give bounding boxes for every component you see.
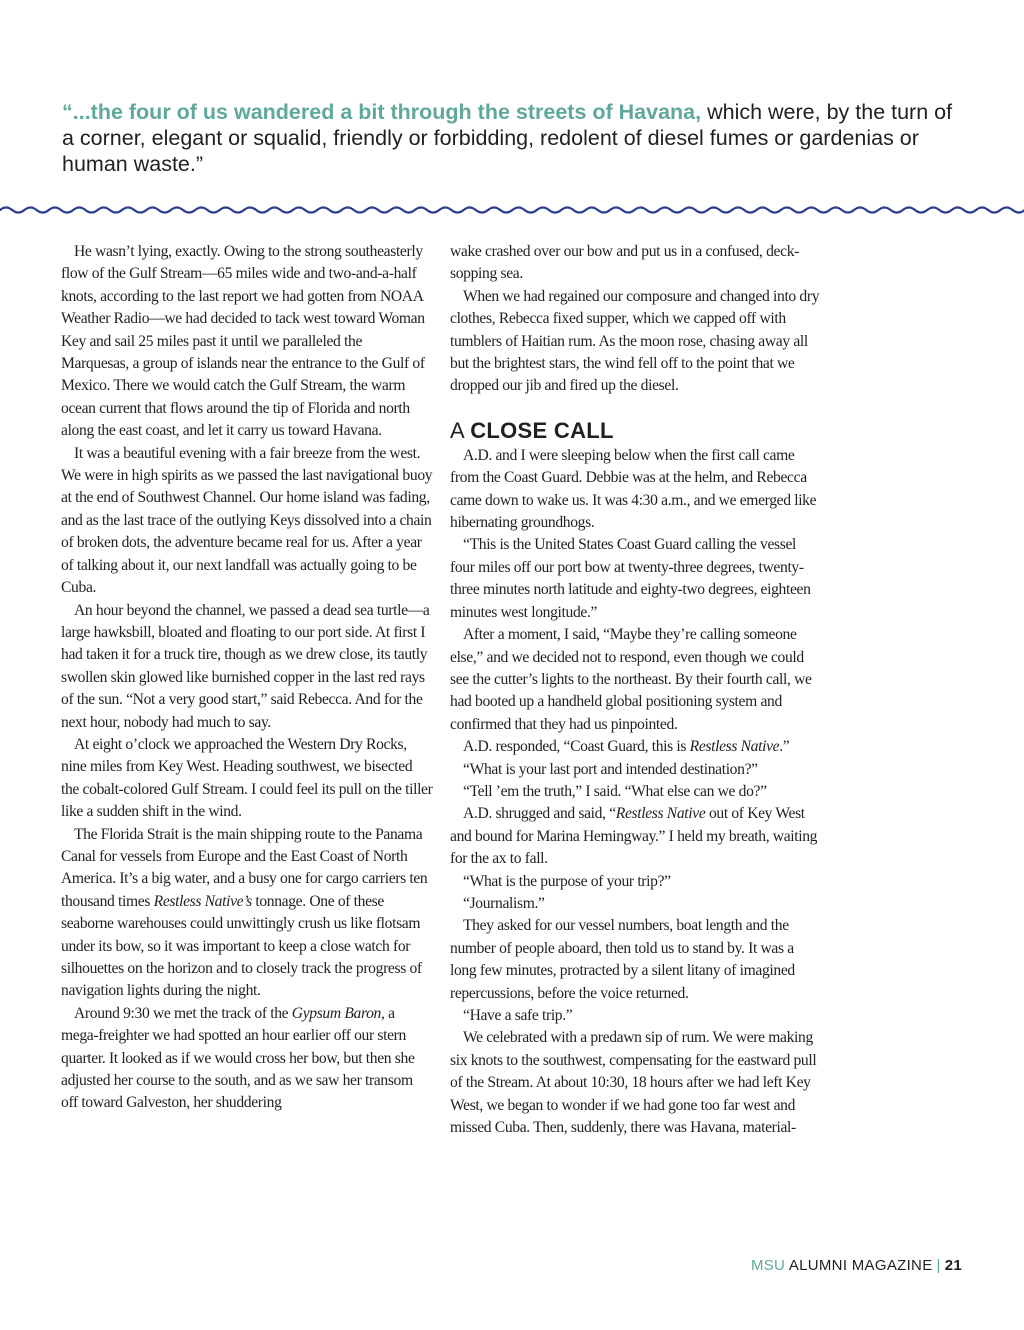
paragraph: It was a beautiful evening with a fair breeze from the west. We were in high spirits as we passed the last navigational buoy at the end of Southwest Channel. Our home island was fading, and as the last trace of the outlying Keys dissolved into a chain of broken dots, the adventure became real for us. After a year of talking about it, our next landfall was actually going to be Cuba. xyxy=(61,444,433,597)
paragraph: A.D. shrugged and said, “Restless Native out of Key West and bound for Marina Hemingway.” I held my breath, waiting for the ax to fall. xyxy=(450,805,818,868)
section-heading: A CLOSE CALL xyxy=(450,417,614,443)
boat-name: Restless Native xyxy=(689,738,780,756)
left-column xyxy=(61,241,433,1115)
paragraph: “This is the United States Coast Guard calling the vessel four miles off our port bow at twenty-three degrees, twenty-three minutes north latitude and eighty-two degrees, eighteen minutes west longitude.” xyxy=(450,536,811,621)
paragraph: Around 9:30 we met the track of the Gypsum Baron, a mega-freighter we had spotted an hour earlier off our stern quarter. It looked as if we would cross her bow, but then she adjusted her course to the south, and as we saw her transom off toward Galveston, her shuddering xyxy=(61,1004,415,1112)
paragraph: After a moment, I said, “Maybe they’re calling someone else,” and we decided not to respond, even though we could see the cutter’s lights to the northeast. By their fourth call, we had booted up a handheld global positioning system and confirmed that they had us pinpointed. xyxy=(450,626,812,733)
footer-magazine: ALUMNI MAGAZINE xyxy=(788,1257,933,1274)
boat-name: Restless Native xyxy=(615,805,706,823)
paragraph: We celebrated with a predawn sip of rum. We were making six knots to the southwest, compensating for the eastward pull of the Stream. At about 10:30, 18 hours after we had left Key West, we began to wonder if we had gone too far west and missed Cuba. Then, suddenly, there was Havana, material- xyxy=(450,1029,817,1137)
paragraph: “Tell ’em the truth,” I said. “What else can we do?” xyxy=(463,782,767,800)
paragraph: An hour beyond the channel, we passed a dead sea turtle—a large hawksbill, bloated and floating to our port side. At first I had taken it for a truck tire, though as we drew close, its tautly swollen skin glowed like burnished copper in the last red rays of the sun. “Not a very good start,” said Rebecca. And for the next hour, nobody had much to say. xyxy=(61,601,430,731)
paragraph: “Have a safe trip.” xyxy=(463,1007,573,1024)
paragraph: The Florida Strait is the main shipping route to the Panama Canal for vessels from Europe and the East Coast of North America. It’s a big water, and a busy one for cargo carriers ten thousand times Restless Native’s tonnage. One of these seaborne warehouses could unwittingly crush us like flotsam under its bow, so it was important to keep a close watch for silhouettes on the horizon and to closely track the progress of navigation lights during the night. xyxy=(61,825,428,1000)
footer-brand: MSU xyxy=(750,1257,786,1274)
paragraph: “What is your last port and intended destination?” xyxy=(463,760,758,778)
page-number: 21 xyxy=(944,1257,962,1274)
pull-quote-lead: “...the four of us wandered a bit through the streets of Havana, xyxy=(62,100,702,124)
paragraph: He wasn’t lying, exactly. Owing to the strong southeasterly flow of the Gulf Stream—65 miles wide and two-and-a-half knots, according to the last report we had gotten from NOAA Weather Radio—we had decided to tack west toward Woman Key and sail 25 miles past it until we paralleled the Marquesas, a group of islands near the entrance to the Gulf of Mexico. There we would catch the Gulf Stream, the warm ocean current that flows around the tip of Florida and north along the east coast, and let it carry us toward Havana. xyxy=(61,243,425,440)
paragraph: When we had regained our composure and changed into dry clothes, Rebecca fixed supper, which we capped off with tumblers of Haitian rum. As the moon rose, chasing away all but the brightest stars, the wind fell off to the point that we dropped our jib and fired up the diesel. xyxy=(450,287,820,395)
paragraph: “Journalism.” xyxy=(463,894,545,912)
boat-name: Restless Native’s xyxy=(153,892,252,910)
footer-separator: | xyxy=(936,1257,941,1274)
paragraph: They asked for our vessel numbers, boat length and the number of people aboard, then told us to stand by. It was a long few minutes, protracted by a silent litany of imagined repercussions, before the voice returned. xyxy=(450,917,795,1002)
paragraph: At eight o’clock we approached the Western Dry Rocks, nine miles from Key West. Heading southwest, we bisected the cobalt-colored Gulf Stream. I could feel its pull on the tiller like a sudden shift in the wind. xyxy=(61,735,433,821)
ship-name: Gypsum Baron xyxy=(291,1004,381,1022)
page-footer xyxy=(751,1257,962,1274)
paragraph: A.D. and I were sleeping below when the first call came from the Coast Guard. Debbie was at the helm, and Rebecca came down to wake us. It was 4:30 a.m., and we emerged like hibernating groundhogs. xyxy=(450,446,817,532)
right-column xyxy=(450,241,822,1139)
pull-quote-rest: which were, by the turn of a corner, elegant or squalid, friendly or forbidding, redolent of diesel fumes or gardenias or human waste.” xyxy=(62,100,953,176)
paragraph: “What is the purpose of your trip?” xyxy=(463,872,671,890)
pull-quote xyxy=(62,99,962,177)
paragraph: A.D. responded, “Coast Guard, this is Restless Native.” xyxy=(463,738,790,756)
wave-divider xyxy=(0,201,1024,219)
paragraph: wake crashed over our bow and put us in a confused, deck-sopping sea. xyxy=(450,243,799,283)
